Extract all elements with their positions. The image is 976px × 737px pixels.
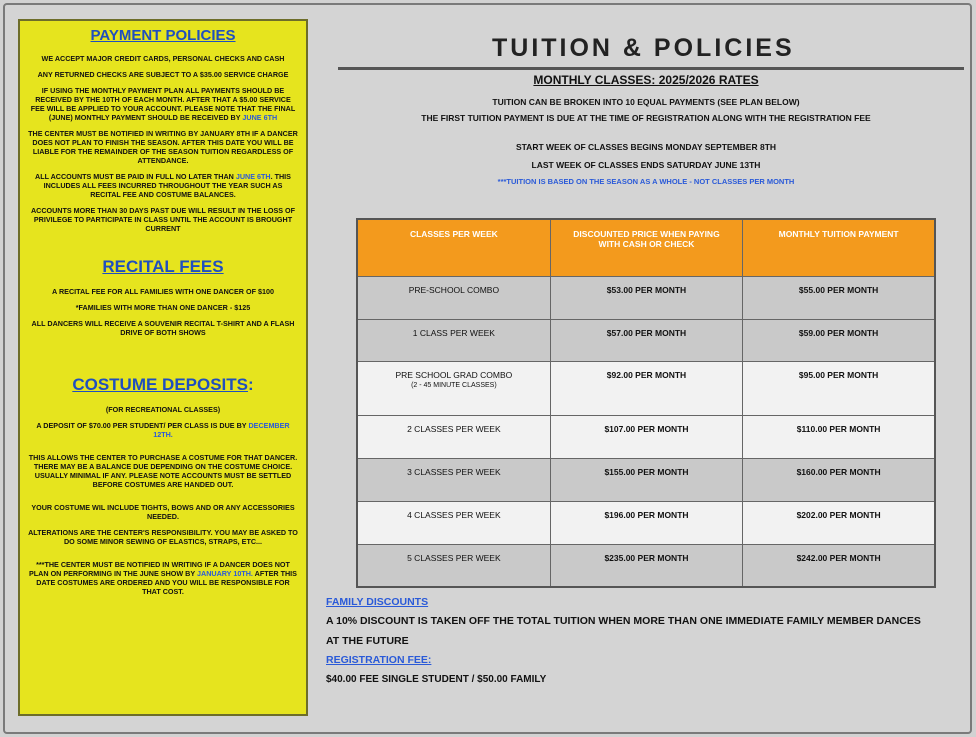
table-row: [357, 501, 935, 544]
table-row: [357, 458, 935, 501]
row-discount-price: $196.00 PER MONTH: [550, 501, 742, 544]
row-monthly-price: $202.00 PER MONTH: [743, 501, 935, 544]
june-show-notice-text: ***THE CENTER MUST BE NOTIFIED IN WRITING IF A DANCER DOES NOT PLAN ON PERFORMING IN THE JUNE SHOW BY JANUARY 10TH. AFTER THIS DATE COSTUMES ARE ORDERED AND YOU WILL BE RESPONSIBLE FOR THAT COST.: [29, 560, 297, 596]
last-week-line: LAST WEEK OF CLASSES ENDS SATURDAY JUNE 13TH: [531, 160, 761, 170]
row-monthly-price: $59.00 PER MONTH: [743, 319, 935, 361]
paid-in-full-text: ALL ACCOUNTS MUST BE PAID IN FULL NO LATER THAN JUNE 6TH. THIS INCLUDES ALL FEES INCURRED THROUGHOUT THE YEAR SUCH AS RECITAL FEE AND COSTUME BALANCES.: [35, 172, 291, 199]
table-row: [357, 319, 935, 361]
row-monthly-price: $110.00 PER MONTH: [743, 415, 935, 458]
tuition-table: [356, 218, 936, 588]
costume-deposit-date: DECEMBER 12TH.: [153, 421, 290, 439]
table-row: [357, 276, 935, 319]
costume-recreational-text: (FOR RECREATIONAL CLASSES): [105, 405, 221, 414]
paid-in-full-date: JUNE 6TH: [235, 172, 271, 181]
row-discount-price: $235.00 PER MONTH: [550, 544, 742, 587]
costume-deposit-text: A DEPOSIT OF $70.00 PER STUDENT/ PER CLASS IS DUE BY DECEMBER 12TH.: [36, 421, 290, 439]
monthly-plan-text: IF USING THE MONTHLY PAYMENT PLAN ALL PAYMENTS SHOULD BE RECEIVED BY THE 10TH OF EACH MONTH. AFTER THAT A $5.00 SERVICE FEE WILL BE APPLIED TO YOUR ACCOUNT. PLEASE NOTE THAT THE FINAL (JUNE) MONTHLY PAYMENT SHOULD BE RECEIVED BY JUNE 6TH: [30, 86, 296, 122]
costume-includes-text: YOUR COSTUME WIL INCLUDE TIGHTS, BOWS AND OR ANY ACCESSORIES NEEDED.: [31, 503, 295, 521]
row-monthly-price: $160.00 PER MONTH: [743, 458, 935, 501]
family-discount-text: A 10% DISCOUNT IS TAKEN OFF THE TOTAL TUITION WHEN MORE THAN ONE IMMEDIATE FAMILY MEMBER DANCES: [326, 615, 921, 627]
row-monthly-price: $55.00 PER MONTH: [743, 276, 935, 319]
recital-souvenir-text: ALL DANCERS WILL RECEIVE A SOUVENIR RECITAL T-SHIRT AND A FLASH DRIVE OF BOTH SHOWS: [31, 319, 295, 337]
first-payment-line: THE FIRST TUITION PAYMENT IS DUE AT THE TIME OF REGISTRATION ALONG WITH THE REGISTRATION FEE: [421, 113, 871, 123]
row-class: PRE SCHOOL GRAD COMBO (2 - 45 MINUTE CLASSES): [357, 361, 550, 415]
row-class: 4 CLASSES PER WEEK: [357, 501, 550, 544]
june-show-notice-date: JANUARY 10TH.: [197, 569, 253, 578]
row-class: 5 CLASSES PER WEEK: [357, 544, 550, 587]
season-note: ***TUITION IS BASED ON THE SEASON AS A WHOLE - NOT CLASSES PER MONTH: [497, 177, 795, 186]
row-discount-price: $155.00 PER MONTH: [550, 458, 742, 501]
row-class: 3 CLASSES PER WEEK: [357, 458, 550, 501]
row-monthly-price: $242.00 PER MONTH: [743, 544, 935, 587]
table-row: [357, 415, 935, 458]
row-discount-price: $107.00 PER MONTH: [550, 415, 742, 458]
table-row: [357, 544, 935, 587]
row-discount-price: $53.00 PER MONTH: [550, 276, 742, 319]
recital-fee-text: A RECITAL FEE FOR ALL FAMILIES WITH ONE DANCER OF $100: [52, 287, 274, 296]
family-discounts-link[interactable]: FAMILY DISCOUNTS: [326, 596, 429, 608]
recital-fees-heading: RECITAL FEES: [102, 257, 224, 276]
rates-heading: MONTHLY CLASSES: 2025/2026 RATES: [533, 73, 759, 87]
row-monthly-price: $95.00 PER MONTH: [743, 361, 935, 415]
row-discount-price: $57.00 PER MONTH: [550, 319, 742, 361]
alterations-text: ALTERATIONS ARE THE CENTER'S RESPONSIBILITY. YOU MAY BE ASKED TO DO SOME MINOR SEWING OF ELASTICS, STRAPS, ETC...: [28, 528, 298, 546]
row-discount-price: $92.00 PER MONTH: [550, 361, 742, 415]
payment-methods-text: WE ACCEPT MAJOR CREDIT CARDS, PERSONAL CHECKS AND CASH: [41, 54, 285, 63]
row-class: 1 CLASS PER WEEK: [357, 319, 550, 361]
row-class: PRE-SCHOOL COMBO: [357, 276, 550, 319]
family-discount-text-2: AT THE FUTURE: [326, 635, 409, 647]
season-notice-text: THE CENTER MUST BE NOTIFIED IN WRITING BY JANUARY 8TH IF A DANCER DOES NOT PLAN TO FINISH THE SEASON. AFTER THIS DATE YOU WILL BE LIABLE FOR THE REMAINDER OF THE SEASON TUITION REGARDLESS OF ATTENDANCE.: [28, 129, 298, 165]
costume-purchase-text: THIS ALLOWS THE CENTER TO PURCHASE A COSTUME FOR THAT DANCER. THERE MAY BE A BALANCE DUE DEPENDING ON THE COSTUME CHOICE. USUALLY MINIMAL IF ANY. PLEASE NOTE ACCOUNTS MUST BE SETTLED BEFORE COSTUMES ARE HANDED OUT.: [28, 453, 298, 489]
page-title: TUITION & POLICIES: [492, 34, 795, 62]
payment-plan-line: TUITION CAN BE BROKEN INTO 10 EQUAL PAYMENTS (SEE PLAN BELOW): [492, 97, 800, 107]
start-week-line: START WEEK OF CLASSES BEGINS MONDAY SEPTEMBER 8TH: [515, 142, 777, 152]
policies-sidebar: [18, 19, 308, 716]
header-monthly-payment: MONTHLY TUITION PAYMENT: [743, 219, 935, 276]
row-class: 2 CLASSES PER WEEK: [357, 415, 550, 458]
recital-family-fee-text: *FAMILIES WITH MORE THAN ONE DANCER - $125: [75, 303, 251, 312]
header-discounted-price: DISCOUNTED PRICE WHEN PAYING WITH CASH OR CHECK: [550, 219, 742, 276]
payment-policies-heading: PAYMENT POLICIES: [90, 27, 236, 44]
costume-deposits-heading: COSTUME DEPOSITS:: [72, 375, 254, 394]
registration-fee-link[interactable]: REGISTRATION FEE:: [326, 654, 432, 666]
header-classes-per-week: CLASSES PER WEEK: [357, 219, 550, 276]
registration-fee-text: $40.00 FEE SINGLE STUDENT / $50.00 FAMILY: [326, 674, 547, 685]
returned-checks-text: ANY RETURNED CHECKS ARE SUBJECT TO A $35.00 SERVICE CHARGE: [37, 70, 289, 79]
past-due-text: ACCOUNTS MORE THAN 30 DAYS PAST DUE WILL RESULT IN THE LOSS OF PRIVILEGE TO PARTICIPATE IN CLASS UNTIL THE ACCOUNT IS BROUGHT CURRENT: [30, 206, 296, 233]
title-divider: [338, 67, 964, 70]
final-payment-date: JUNE 6TH: [242, 113, 278, 122]
row-class-subtitle: (2 - 45 MINUTE CLASSES): [411, 381, 497, 389]
table-row: [357, 361, 935, 415]
table-header-row: [357, 219, 935, 276]
